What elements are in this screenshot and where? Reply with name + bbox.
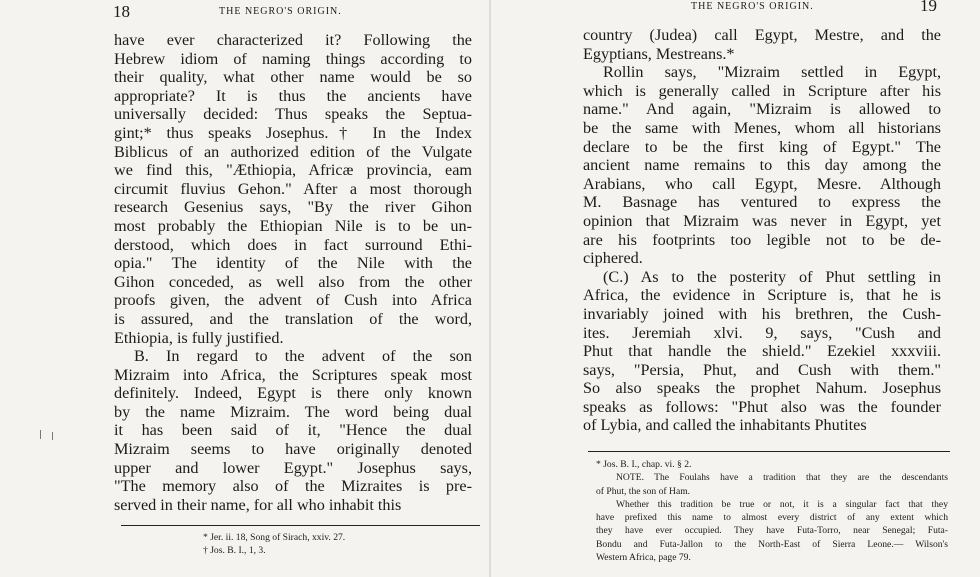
text-line: name." And again, "Mizraim is allowed to [583,100,941,119]
text-line: we find this, "Æthiopia, Africæ provincia, eam [114,161,472,180]
text-line: Gihon conceded, as well also from the other [114,272,472,291]
text-line: ancient name remains to this day among the [583,156,941,175]
text-line: B. In regard to the advent of the son [134,347,472,366]
text-line: by the name Mizraim. The word being dual [114,402,472,421]
text-line: which is generally called in Scripture after his [583,81,941,100]
page-number: 19 [920,0,937,15]
footnote-line: of Phut, the son of Ham. [596,485,691,497]
text-line: Africa, the evidence in Scripture is, that he is [583,286,941,305]
text-line: Mizraim into Africa, the Scriptures speak most [114,365,472,384]
text-line: gint;* thus speaks Josephus.† In the Index [114,123,472,142]
right-body-text [583,26,941,435]
text-line: invariably joined with his brethren, the Cush- [583,304,941,323]
text-line: Ethiopia, is fully justified. [114,328,284,347]
text-line: circumit fluvius Gehon." After a most thorough [114,179,472,198]
left-footnotes [203,531,443,558]
text-line: Hebrew idiom of naming things according to [114,49,472,68]
footnote-line: Bondu and Futa-Jallon to the North-East of Sierra Leone.— Wilson's [596,538,948,550]
footnote-line: Whether this tradition be true or not, it is a singular fact that they [616,498,948,510]
text-line: most probably the Ethiopian Nile is to be un- [114,216,472,235]
scan-mark [52,432,53,440]
running-head: THE NEGRO'S ORIGIN. [691,1,814,12]
footnote-line: they have ever occupied. They have Futa-Torro, near Senegal; Futa- [596,525,948,537]
text-line: ites. Jeremiah xlvi. 9, says, "Cush and [583,323,941,342]
text-line: research Gesenius says, "By the river Gihon [114,198,472,217]
text-line: Mizraim seems to have originally denoted [114,440,472,459]
left-body-text [114,31,472,514]
footnote-line: Western Africa, page 79. [596,552,691,564]
text-line: is assured, and the translation of the word, [114,309,472,328]
scan-mark [40,430,41,439]
text-line: appropriate? It is thus the ancients have [114,86,472,105]
page-number: 18 [113,2,130,21]
text-line: speaks as follows: "Phut also was the founder [583,397,941,416]
text-line: country (Judea) call Egypt, Mestre, and the [583,26,941,44]
text-line: of Lybia, and called the inhabitants Phutites [583,416,867,435]
text-line: their quality, what other name would be so [114,68,472,87]
footnote-rule [121,525,480,526]
footnote-line: NOTE. The Foulahs have a tradition that they are the descendants [616,472,948,484]
text-line: declare to be the first king of Egypt." The [583,137,941,156]
text-line: proofs given, the advent of Cush into Africa [114,291,472,310]
text-line: universally decided: Thus speaks the Septua- [114,105,472,124]
text-line: be the same with Menes, whom all historians [583,118,941,137]
text-line: it has been said of it, "Hence the dual [114,421,472,440]
right-footnotes [596,458,948,564]
text-line: opinion that Mizraim was never in Egypt, yet [583,211,941,230]
text-line: served in their name, for all who inhabit this [114,495,402,514]
text-line: Phut that handle the shield." Ezekiel xxxviii. [583,342,941,361]
text-line: opia." The identity of the Nile with the [114,254,472,273]
text-line: Biblicus of an authorized edition of the Vulgate [114,142,472,161]
text-line: have ever characterized it? Following the [114,31,472,49]
text-line: Arabians, who call Egypt, Mesre. Although [583,174,941,193]
footnote-line: have prefixed this name to almost every district of any extent which [596,512,948,524]
running-head: THE NEGRO'S ORIGIN. [219,6,342,17]
footnote-line: * Jer. ii. 18, Song of Sirach, xxiv. 27. [203,532,346,543]
text-line: M. Basnage has ventured to express the [583,193,941,212]
text-line: says, "Persia, Phut, and Cush with them." [583,360,941,379]
text-line: Rollin says, "Mizraim settled in Egypt, [603,63,941,82]
text-line: Egyptians, Mestreans.* [583,44,735,63]
text-line: upper and lower Egypt." Josephus says, [114,458,472,477]
right-page [490,0,980,577]
text-line: are his footprints too legible not to be de- [583,230,941,249]
text-line: definitely. Indeed, Egypt is there only known [114,384,472,403]
text-line: "The memory also of the Mizraites is pre- [114,477,472,496]
footnote-line: * Jos. B. I., chap. vi. § 2. [596,459,692,470]
text-line: So also speaks the prophet Nahum. Josephus [583,379,941,398]
footnote-line: † Jos. B. I., 1, 3. [203,545,266,557]
text-line: derstood, which does in fact surround Ethi- [114,235,472,254]
text-line: (C.) As to the posterity of Phut settling in [603,267,941,286]
footnote-rule [588,451,950,452]
text-line: ciphered. [583,249,643,268]
